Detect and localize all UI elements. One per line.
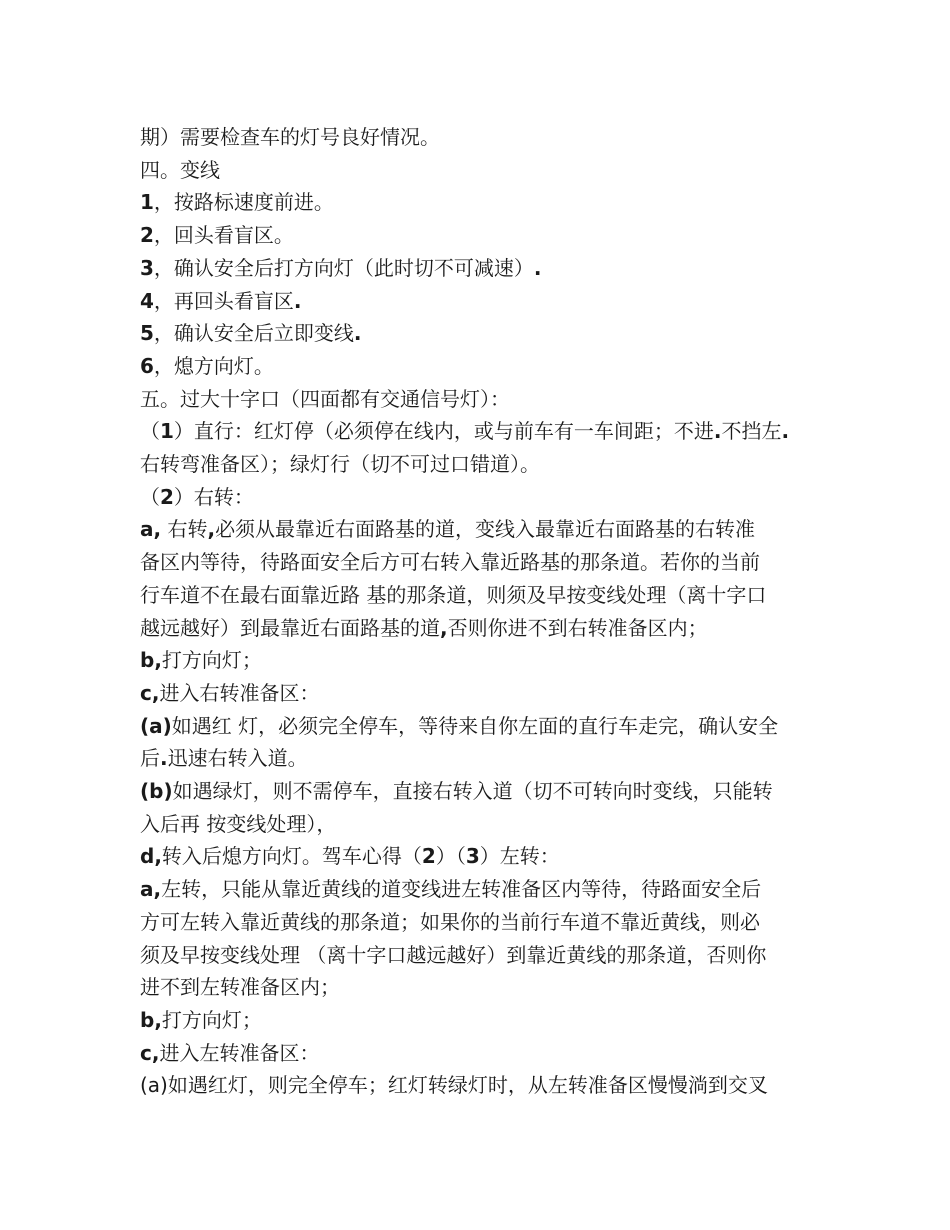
text-run: 须及早按变线处理 （离十字口越远越好）到靠近黄线的那条道，否则你 xyxy=(140,942,767,967)
document-page xyxy=(140,121,820,1102)
text-line xyxy=(140,1004,820,1037)
text-run: 左转，只能从靠近黄线的道变线进左转准备区内等待，待路面安全后 xyxy=(161,877,762,902)
text-run: 进入左转准备区： xyxy=(159,1040,320,1065)
text-line xyxy=(140,677,820,710)
text-run: ，按路标速度前进。 xyxy=(153,190,334,215)
text-run: 2 xyxy=(160,484,174,509)
text-run: 右转弯准备区）；绿灯行（切不可过口错道）。 xyxy=(140,452,540,477)
text-run: ）左转： xyxy=(479,844,560,869)
text-run: 5 xyxy=(140,321,154,346)
text-run: 方可左转入靠近黄线的那条道；如果你的当前行车道不靠近黄线，则必 xyxy=(140,909,760,934)
text-run: , xyxy=(440,615,448,640)
text-line xyxy=(140,350,820,383)
text-run: b, xyxy=(140,1007,162,1032)
text-run: 打方向灯； xyxy=(161,1007,262,1032)
text-run: ，熄方向灯。 xyxy=(153,353,274,378)
text-run: ，回头看盲区。 xyxy=(153,223,294,248)
text-line xyxy=(140,481,820,514)
text-line xyxy=(140,252,820,285)
text-run: 1 xyxy=(140,190,154,215)
text-run: 转入后熄方向灯。驾车心得（ xyxy=(161,844,422,869)
text-run: （ xyxy=(140,419,160,444)
text-run: . xyxy=(533,255,542,280)
text-run: 行车道不在最右面靠近路 基的那条道，则须及早按变线处理（离十字口 xyxy=(140,582,767,607)
text-run: , xyxy=(207,517,216,542)
text-run: (b) xyxy=(140,779,173,804)
text-run: 不挡左 xyxy=(721,419,782,444)
text-run: 2 xyxy=(421,844,436,869)
text-run: . xyxy=(293,288,302,313)
text-run: 进入右转准备区： xyxy=(159,680,320,705)
text-line xyxy=(140,939,820,972)
text-run: 迅速右转入道。 xyxy=(167,746,308,771)
text-run: . xyxy=(713,419,722,444)
text-run: 五。过大十字口（四面都有交通信号灯）： xyxy=(140,386,510,411)
text-line xyxy=(140,219,820,252)
text-run: 必须从最靠近右面路基的道，变线入最靠近右面路基的右转准 xyxy=(215,517,756,542)
text-run: ）（ xyxy=(435,844,466,869)
text-line xyxy=(140,873,820,906)
text-line xyxy=(140,415,820,448)
text-line xyxy=(140,383,820,416)
text-run: 进不到左转准备区内； xyxy=(140,975,340,1000)
text-run: ）右转： xyxy=(173,484,254,509)
text-line xyxy=(140,710,820,743)
text-line xyxy=(140,546,820,579)
text-run: 备区内等待，待路面安全后方可右转入靠近路基的那条道。若你的当前 xyxy=(140,550,760,575)
text-run: (a)如遇红灯，则完全停车；红灯转绿灯时，从左转准备区慢慢淌到交叉 xyxy=(140,1073,768,1098)
text-line xyxy=(140,121,820,154)
text-run: 四。变线 xyxy=(140,157,220,182)
text-run: . xyxy=(353,321,362,346)
text-run: 3 xyxy=(465,844,480,869)
text-line xyxy=(140,840,820,873)
text-run: d, xyxy=(140,844,162,869)
text-line xyxy=(140,644,820,677)
text-line xyxy=(140,448,820,481)
text-run: 打方向灯； xyxy=(161,648,262,673)
text-run: 1 xyxy=(160,419,174,444)
text-run: ，再回头看盲区 xyxy=(153,288,294,313)
text-line xyxy=(140,579,820,612)
text-run: ，确认安全后立即变线 xyxy=(153,321,354,346)
text-run: 如遇红 灯，必须完全停车，等待来自你左面的直行车走完，确认安全 xyxy=(171,713,779,738)
text-line xyxy=(140,317,820,350)
text-run: 后 xyxy=(140,746,160,771)
text-run: a, xyxy=(140,517,162,542)
text-run: c, xyxy=(140,680,160,705)
text-line xyxy=(140,775,820,808)
text-run: ）直行：红灯停（必须停在线内，或与前车有一车间距；不进 xyxy=(173,419,714,444)
text-run: （ xyxy=(140,484,160,509)
text-run: 如遇绿灯，则不需停车，直接右转入道（切不可转向时变线，只能转 xyxy=(172,779,773,804)
text-run: 右转 xyxy=(161,517,208,542)
text-run: 期）需要检查车的灯号良好情况。 xyxy=(140,125,440,149)
text-line xyxy=(140,1037,820,1070)
text-run: 2 xyxy=(140,223,154,248)
text-line xyxy=(140,154,820,187)
text-run: 越远越好）到最靠近右面路基的道 xyxy=(140,615,440,640)
text-line xyxy=(140,513,820,546)
text-run: 否则你进不到右转准备区内； xyxy=(447,615,708,640)
text-line xyxy=(140,906,820,939)
text-run: 6 xyxy=(140,353,154,378)
text-line xyxy=(140,971,820,1004)
text-run: b, xyxy=(140,648,162,673)
text-run: 入后再 按变线处理）， xyxy=(140,811,337,836)
text-run: 3 xyxy=(140,255,154,280)
text-line xyxy=(140,285,820,318)
text-run: 4 xyxy=(140,288,154,313)
text-run: (a) xyxy=(140,713,172,738)
text-line xyxy=(140,1069,820,1102)
text-line xyxy=(140,808,820,841)
text-line xyxy=(140,742,820,775)
text-run: a, xyxy=(140,877,162,902)
text-run: ，确认安全后打方向灯（此时切不可减速） xyxy=(153,255,534,280)
text-run: c, xyxy=(140,1040,160,1065)
text-run: . xyxy=(160,746,168,771)
text-line xyxy=(140,612,820,645)
text-run: . xyxy=(781,419,790,444)
text-line xyxy=(140,186,820,219)
